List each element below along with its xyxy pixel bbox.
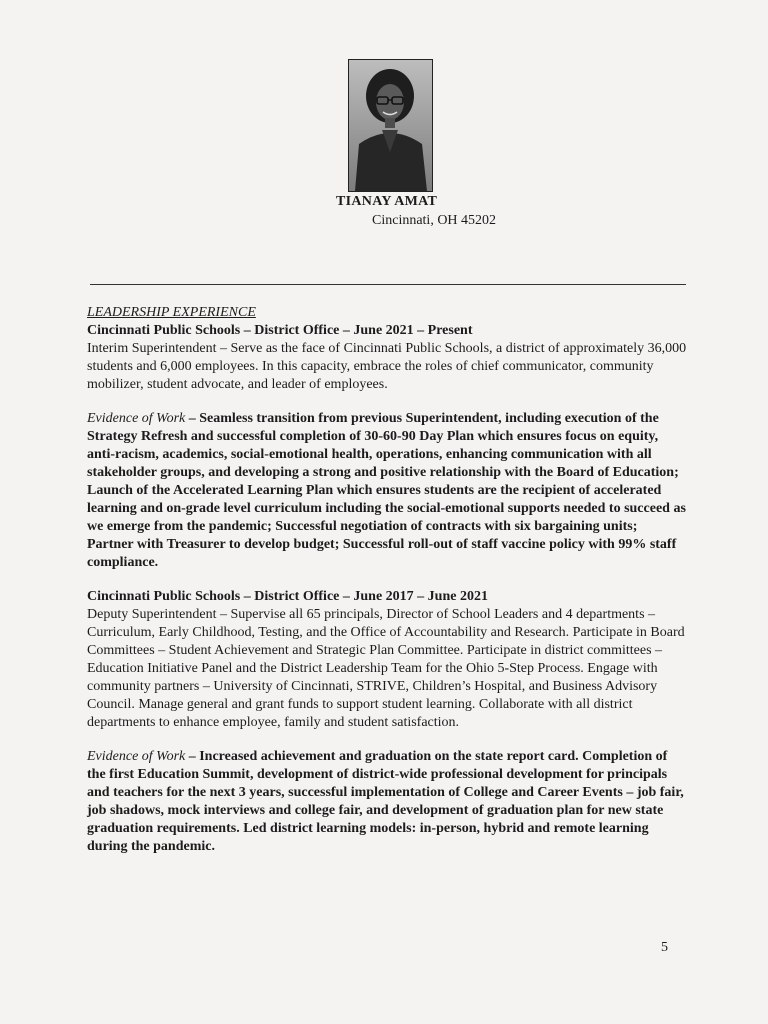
job-title: Cincinnati Public Schools – District Office – June 2017 – June 2021: [87, 589, 488, 604]
evidence-text: – Seamless transition from previous Superintendent, including execution of the Strategy Refresh and successful completion of 30-60-90 Day Plan which ensures focus on equity, anti-racism, academics, social-emotional health, operations, enhancing communication with all stakeholder groups, and developing a strong and positive relationship with the Board of Education; Launch of the Accelerated Learning Plan which ensures students are the recipient of accelerated learning and on-grade level curriculum including the social-emotional supports needed to succeed as we emerge from the pandemic; Successful negotiation of contracts with six bargaining units; Partner with Treasurer to develop budget; Successful roll-out of staff vaccine policy with 99% staff compliance.: [87, 411, 686, 570]
evidence-label: Evidence of Work: [87, 411, 186, 426]
job-entry: [87, 588, 687, 856]
section-heading: LEADERSHIP EXPERIENCE: [87, 305, 256, 320]
job-title: Cincinnati Public Schools – District Office – June 2021 – Present: [87, 323, 473, 338]
evidence-text: – Increased achievement and graduation on the state report card. Completion of the first Education Summit, development of district-wide professional development for principals and teachers for the next 3 years, successful implementation of College and Career Events – job fair, job shadows, mock interviews and college fair, and development of graduation plan for new state graduation requirements. Led district learning models: in-person, hybrid and remote learning during the pandemic.: [87, 749, 684, 854]
job-description: Interim Superintendent – Serve as the face of Cincinnati Public Schools, a district of approximately 36,000 students and 6,000 employees. In this capacity, embrace the roles of chief communicator, community mobilizer, student advocate, and leader of employees.: [87, 341, 687, 392]
evidence-label: Evidence of Work: [87, 749, 186, 764]
job-entry: [87, 322, 687, 572]
section-divider: [90, 284, 686, 285]
evidence-of-work: [87, 748, 687, 856]
evidence-of-work: [87, 410, 687, 572]
job-description: Deputy Superintendent – Supervise all 65 principals, Director of School Leaders and 4 departments – Curriculum, Early Childhood, Testing, and the Office of Accountability and Research. Participate in Board Committees – Student Achievement and Strategic Plan Committee. Participate in district committees – Education Initiative Panel and the District Leadership Team for the Ohio 5-Step Process. Engage with community partners – University of Cincinnati, STRIVE, Children’s Hospital, and Business Advisory Council. Manage general and grant funds to support student learning. Collaborate with all district departments to enhance employee, family and student satisfaction.: [87, 607, 685, 730]
page-number: 5: [661, 940, 668, 955]
person-name: TIANAY AMAT: [336, 194, 438, 209]
person-location: Cincinnati, OH 45202: [372, 213, 497, 228]
resume-body: [87, 304, 687, 856]
profile-photo: [348, 59, 433, 192]
